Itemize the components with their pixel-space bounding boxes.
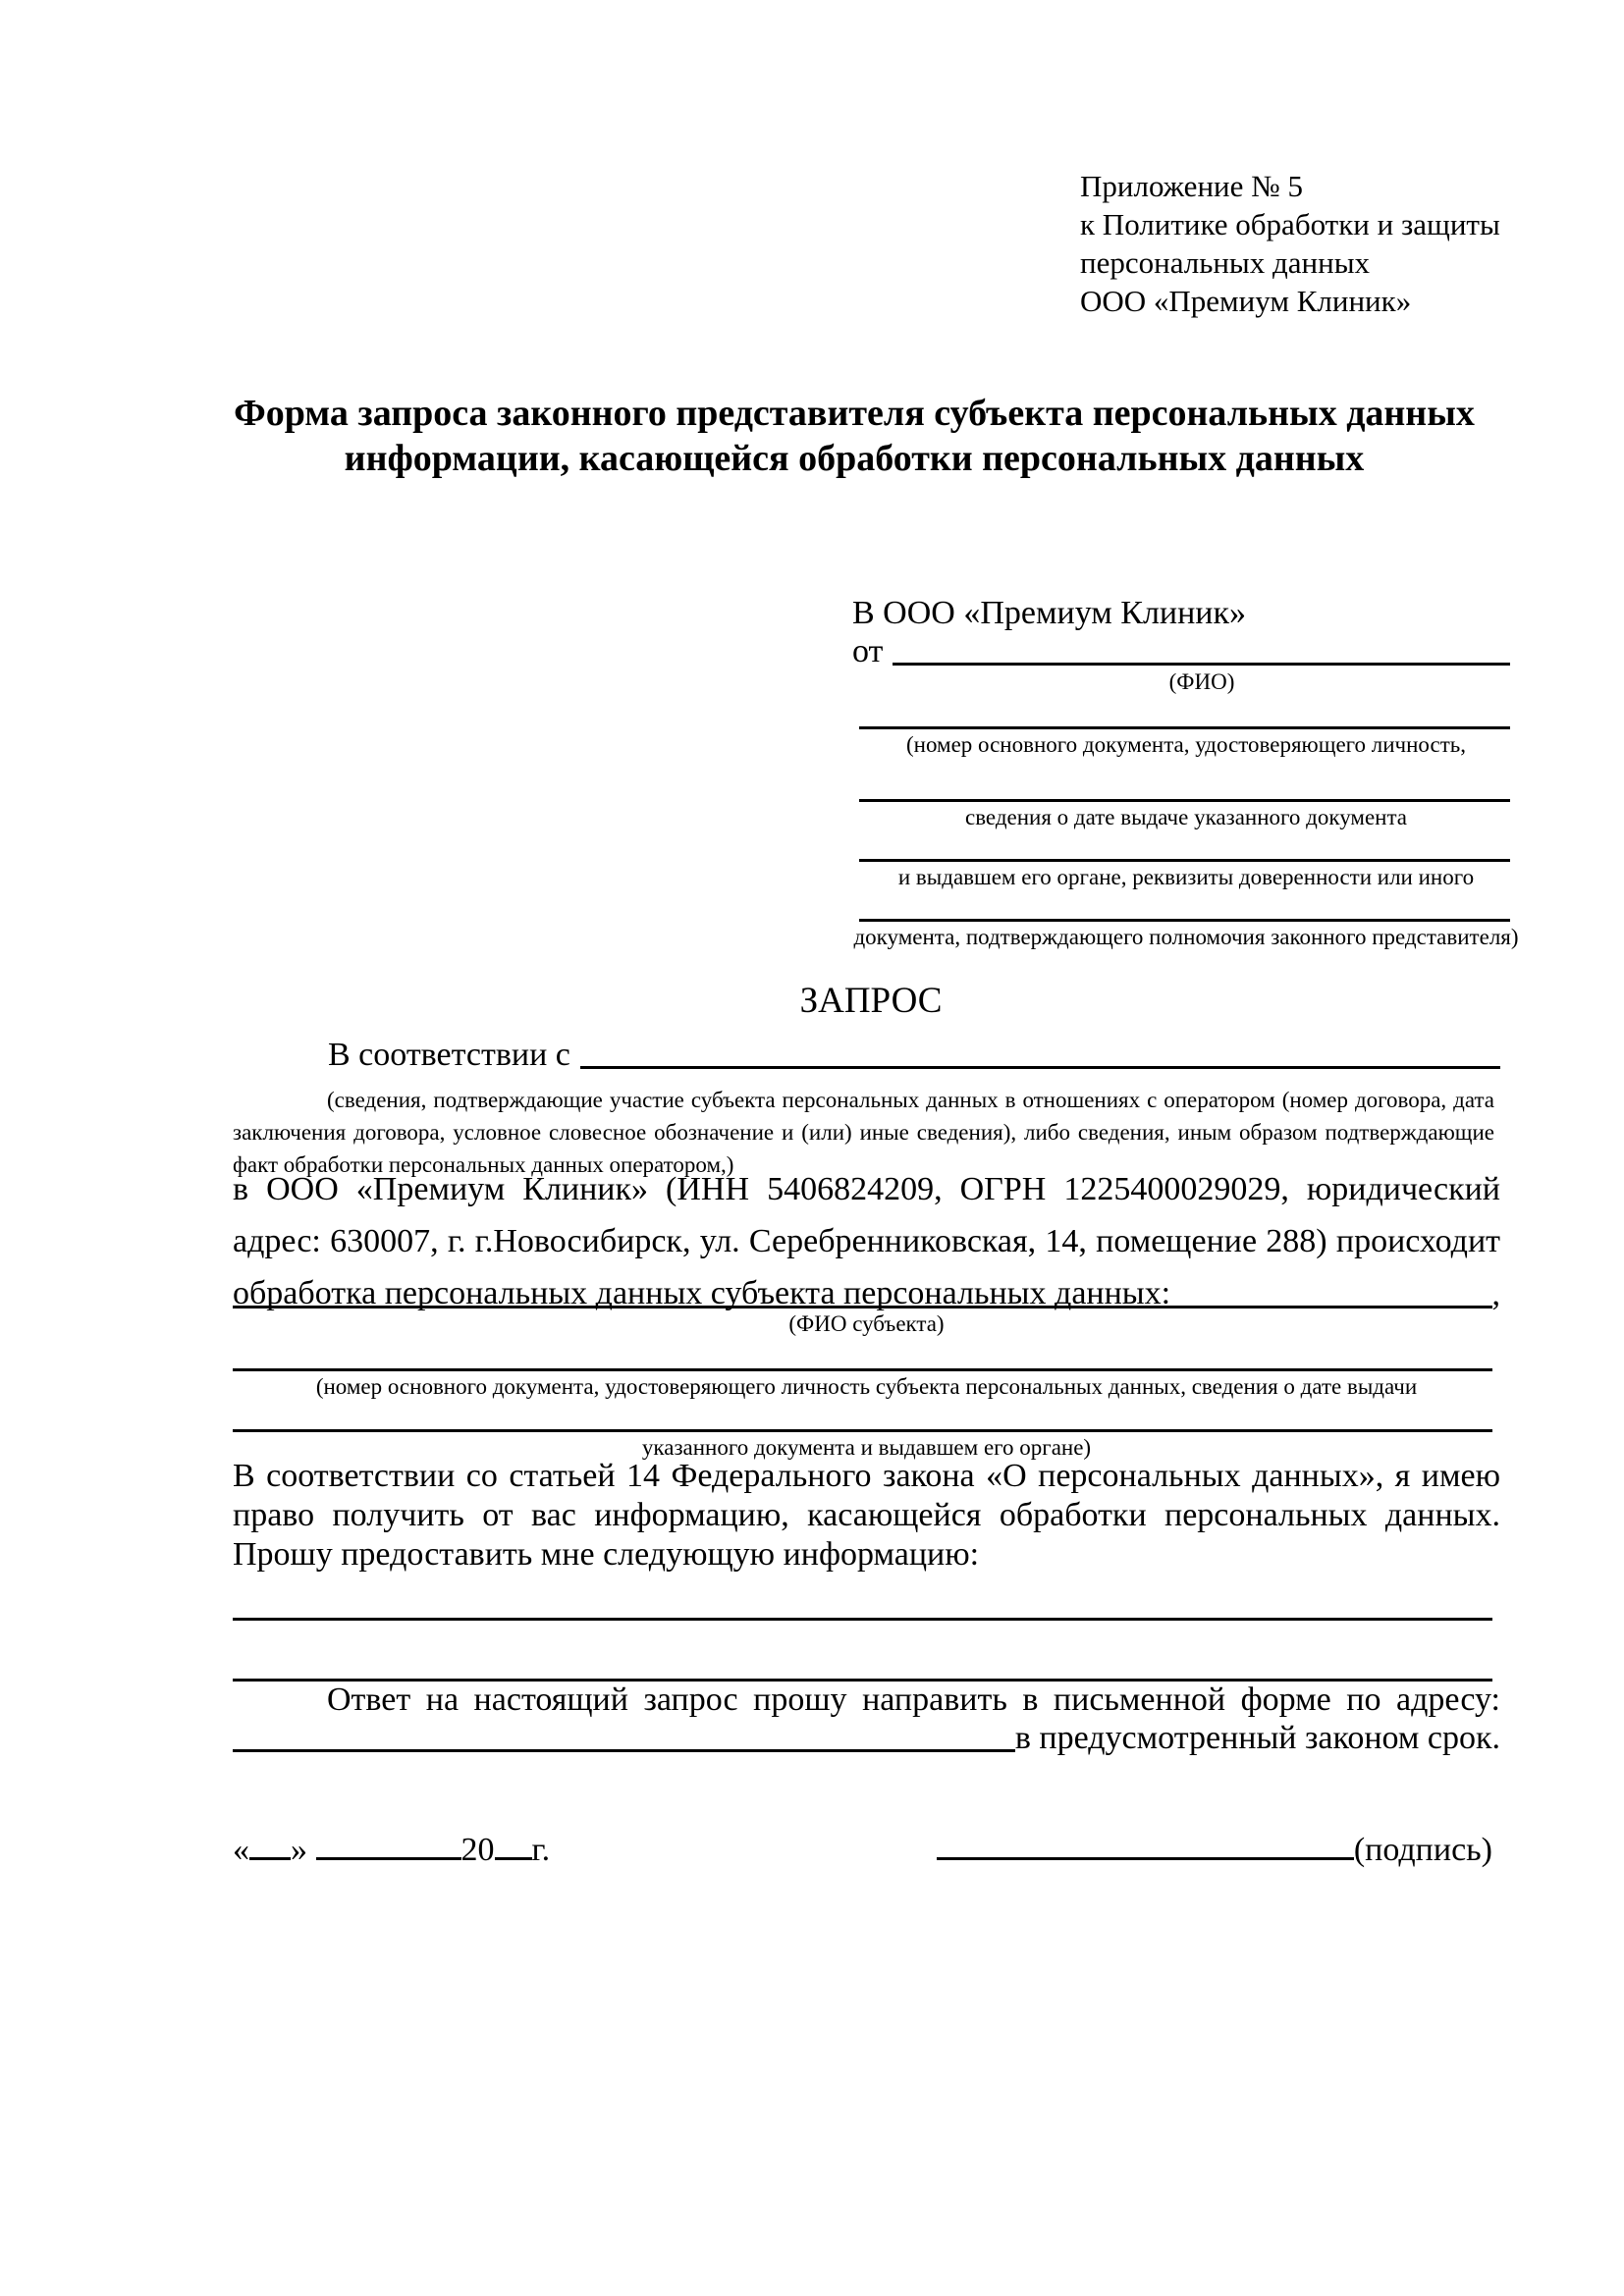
date-close-quote: » <box>291 1832 307 1868</box>
date-year-prefix: 20 <box>460 1832 495 1868</box>
subject-fio-caption: (ФИО субъекта) <box>788 1311 945 1336</box>
signature-fill-line <box>937 1853 1354 1860</box>
footer-row <box>233 1832 1492 1869</box>
reply-paragraph-line1: Ответ на настоящий запрос прошу направить в письменной форме по адресу: <box>327 1682 1500 1718</box>
addressee-organization: В ООО «Премиум Клиник» <box>852 595 1247 631</box>
signature-caption: (подпись) <box>1353 1832 1492 1868</box>
appendix-line: Приложение № 5 <box>1080 169 1303 203</box>
intro-fill-line <box>580 1060 1500 1069</box>
fill-line <box>859 919 1510 922</box>
fill-line <box>859 726 1510 729</box>
fill-line-caption: и выдавшем его органе, реквизиты доверенности или иного <box>897 865 1475 889</box>
reply-paragraph-line2 <box>233 1720 1500 1757</box>
fill-line <box>233 1618 1492 1621</box>
from-label: от <box>852 633 884 669</box>
fill-line-caption: (номер основного документа, удостоверяющего личность, <box>905 732 1466 757</box>
intro-label: В соответствии с <box>328 1037 570 1073</box>
date-year-fill-line <box>495 1853 532 1860</box>
appendix-block <box>1080 167 1500 320</box>
date-day-fill-line <box>249 1853 291 1860</box>
date-month-fill-line <box>316 1853 461 1860</box>
from-fill-line <box>893 657 1510 666</box>
subject-doc-caption: (номер основного документа, удостоверяющего личность субъекта персональных данных, сведения о дате выдачи <box>315 1374 1418 1399</box>
rights-paragraph: В соответствии со статьей 14 Федерального закона «О персональных данных», я имею право получить от вас информацию, касающейся обработки персональных данных. Прошу предоставить мне следующую информацию: <box>233 1458 1500 1573</box>
operator-paragraph: в ООО «Премиум Клиник» (ИНН 5406824209, ОГРН 1225400029029, юридический адрес: 630007, г. г.Новосибирск, ул. Серебренниковская, 14, помещение 288) происходит обработка персональных данных субъекта персональных данных: <box>233 1171 1500 1311</box>
address-fill-line <box>233 1743 1015 1752</box>
fill-line-caption: документа, подтверждающего полномочия законного представителя) <box>853 925 1519 949</box>
signature-area <box>937 1832 1492 1869</box>
date-year-suffix: г. <box>531 1832 551 1868</box>
appendix-line: ООО «Премиум Клиник» <box>1080 284 1412 318</box>
title-line: Форма запроса законного представителя субъекта персональных данных <box>234 393 1475 434</box>
document-title <box>177 391 1532 481</box>
addressee-from-row <box>852 633 1510 670</box>
subject-fio-fill-line <box>233 1300 1492 1308</box>
subject-fio-row <box>233 1276 1500 1313</box>
reply-tail-text: в предусмотренный законом срок. <box>1014 1720 1500 1756</box>
fill-line <box>859 859 1510 862</box>
appendix-line: персональных данных <box>1080 245 1371 280</box>
fill-line-caption: сведения о дате выдаче указанного документа <box>964 805 1408 829</box>
title-line: информации, касающейся обработки персональных данных <box>344 438 1365 479</box>
appendix-line: к Политике обработки и защиты <box>1080 207 1500 241</box>
date-template <box>233 1832 550 1869</box>
trailing-comma: , <box>1491 1276 1500 1312</box>
request-heading: ЗАПРОС <box>799 981 943 1021</box>
intro-row <box>328 1037 1500 1074</box>
fill-line <box>233 1368 1492 1371</box>
fill-line <box>859 799 1510 802</box>
fio-caption: (ФИО) <box>1168 669 1235 694</box>
fill-line <box>233 1429 1492 1432</box>
date-open-quote: « <box>233 1832 249 1868</box>
subject-doc-caption: указанного документа и выдавшем его органе) <box>641 1435 1092 1460</box>
intro-caption: (сведения, подтверждающие участие субъекта персональных данных в отношениях с оператором (номер договора, дата заключения договора, условное словесное обозначение и (или) иные сведения), либо сведения, иным образом подтверждающие факт обработки персональных данных оператором,) <box>233 1088 1494 1177</box>
